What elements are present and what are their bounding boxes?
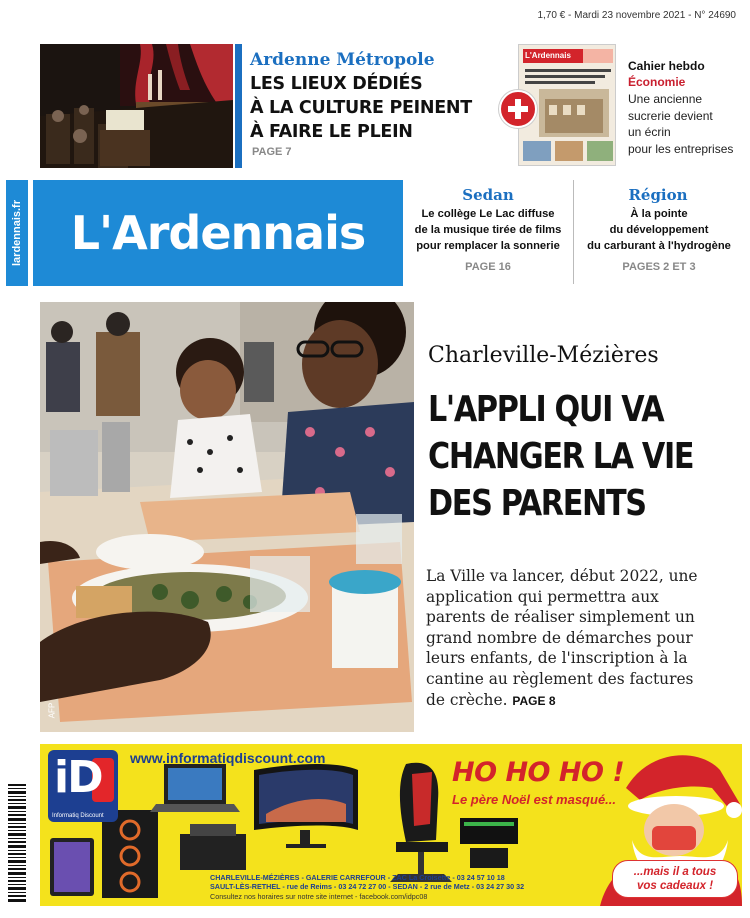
culture-page-ref: PAGE 7 xyxy=(252,146,292,158)
newspaper-logo[interactable]: L'Ardennais xyxy=(33,180,403,286)
culture-headline[interactable] xyxy=(250,72,490,144)
sedan-text[interactable] xyxy=(404,206,572,254)
accent-bar xyxy=(235,44,242,168)
sedan-text-line: Le collège Le Lac diffuse xyxy=(421,208,555,220)
region-kicker: Région xyxy=(628,186,688,204)
culture-kicker: Ardenne Métropole xyxy=(250,50,435,70)
ad-address-line: SAULT-LÈS-RETHEL - rue de Reims - 03 24 72 27 00 - SEDAN - 2 rue de Metz - 03 24 27 30 32 xyxy=(210,882,525,892)
region-text-line: du carburant à l'hydrogène xyxy=(587,240,731,252)
photo-credit: AFP xyxy=(47,702,57,719)
side-url-banner[interactable] xyxy=(6,180,28,286)
region-text[interactable] xyxy=(576,206,742,254)
barcode xyxy=(6,780,32,908)
ad-bubble-line: vos cadeaux ! xyxy=(636,880,714,892)
ad-logo-letters: iD xyxy=(54,752,102,803)
region-page-ref: PAGES 2 ET 3 xyxy=(622,261,696,273)
ad-bubble-line: ...mais il a tous xyxy=(633,866,717,878)
theater-photo[interactable] xyxy=(40,44,233,168)
side-url: lardennais.fr xyxy=(11,199,23,267)
plus-icon xyxy=(499,90,537,128)
cahier-text[interactable] xyxy=(628,91,744,157)
region-text-line: du développement xyxy=(609,224,709,236)
cahier-text-line: un écrin xyxy=(628,125,671,139)
main-headline-line: DES PARENTS xyxy=(428,483,646,524)
sedan-page-ref: PAGE 16 xyxy=(465,261,511,273)
main-headline-line: CHANGER LA VIE xyxy=(428,436,694,477)
cahier-text-line: Une ancienne xyxy=(628,92,703,106)
sedan-text-line: pour remplacer la sonnerie xyxy=(416,240,560,252)
divider xyxy=(573,180,574,284)
issue-line: 1,70 € - Mardi 23 novembre 2021 - N° 24690 xyxy=(537,10,736,21)
ad-speech-bubble xyxy=(612,860,738,898)
main-body-text: La Ville va lancer, début 2022, une application qui permettra aux parents de réaliser simplement un grand nombre de démarches pour leurs enfants, de l'inscription à la cantine au règlement des factures de crèche. xyxy=(426,567,698,709)
main-headline[interactable] xyxy=(428,386,695,527)
cahier-cover-brand: L'Ardennais xyxy=(525,51,571,60)
main-kicker: Charleville-Mézières xyxy=(428,343,659,368)
ad-address-line: CHARLEVILLE-MÉZIÈRES - GALERIE CARREFOUR - ZAC La Croisette - 03 24 57 10 18 xyxy=(210,873,505,882)
ad-headline: HO HO HO ! xyxy=(452,757,625,788)
main-headline-line: L'APPLI QUI VA xyxy=(428,389,664,430)
culture-headline-line: À FAIRE LE PLEIN xyxy=(250,122,413,142)
cahier-text-line: sucrerie devient xyxy=(628,108,713,123)
region-text-line: À la pointe xyxy=(630,208,688,220)
culture-headline-line: À LA CULTURE PEINENT xyxy=(250,98,472,118)
ad-subline: Le père Noël est masqué... xyxy=(452,792,617,807)
ad-brand-logo[interactable] xyxy=(48,750,118,822)
ad-url[interactable]: www.informatiqdiscount.com xyxy=(130,750,326,766)
culture-headline-line: LES LIEUX DÉDIÉS xyxy=(250,74,423,94)
canteen-photo[interactable] xyxy=(40,302,414,732)
ad-logo-sub: Informatiq Discount xyxy=(52,813,104,819)
main-body xyxy=(426,566,716,711)
cahier-rubric: Économie xyxy=(628,75,686,89)
ad-note: Consultez nos horaires sur notre site internet - facebook.com/idpc08 xyxy=(210,891,428,901)
sedan-text-line: de la musique tirée de films xyxy=(414,224,562,236)
main-page-ref: PAGE 8 xyxy=(512,693,556,708)
cahier-text-line: pour les entreprises xyxy=(628,141,734,156)
cahier-kicker: Cahier hebdo xyxy=(628,59,705,73)
sedan-kicker: Sedan xyxy=(462,186,514,204)
ad-addresses xyxy=(210,873,590,901)
